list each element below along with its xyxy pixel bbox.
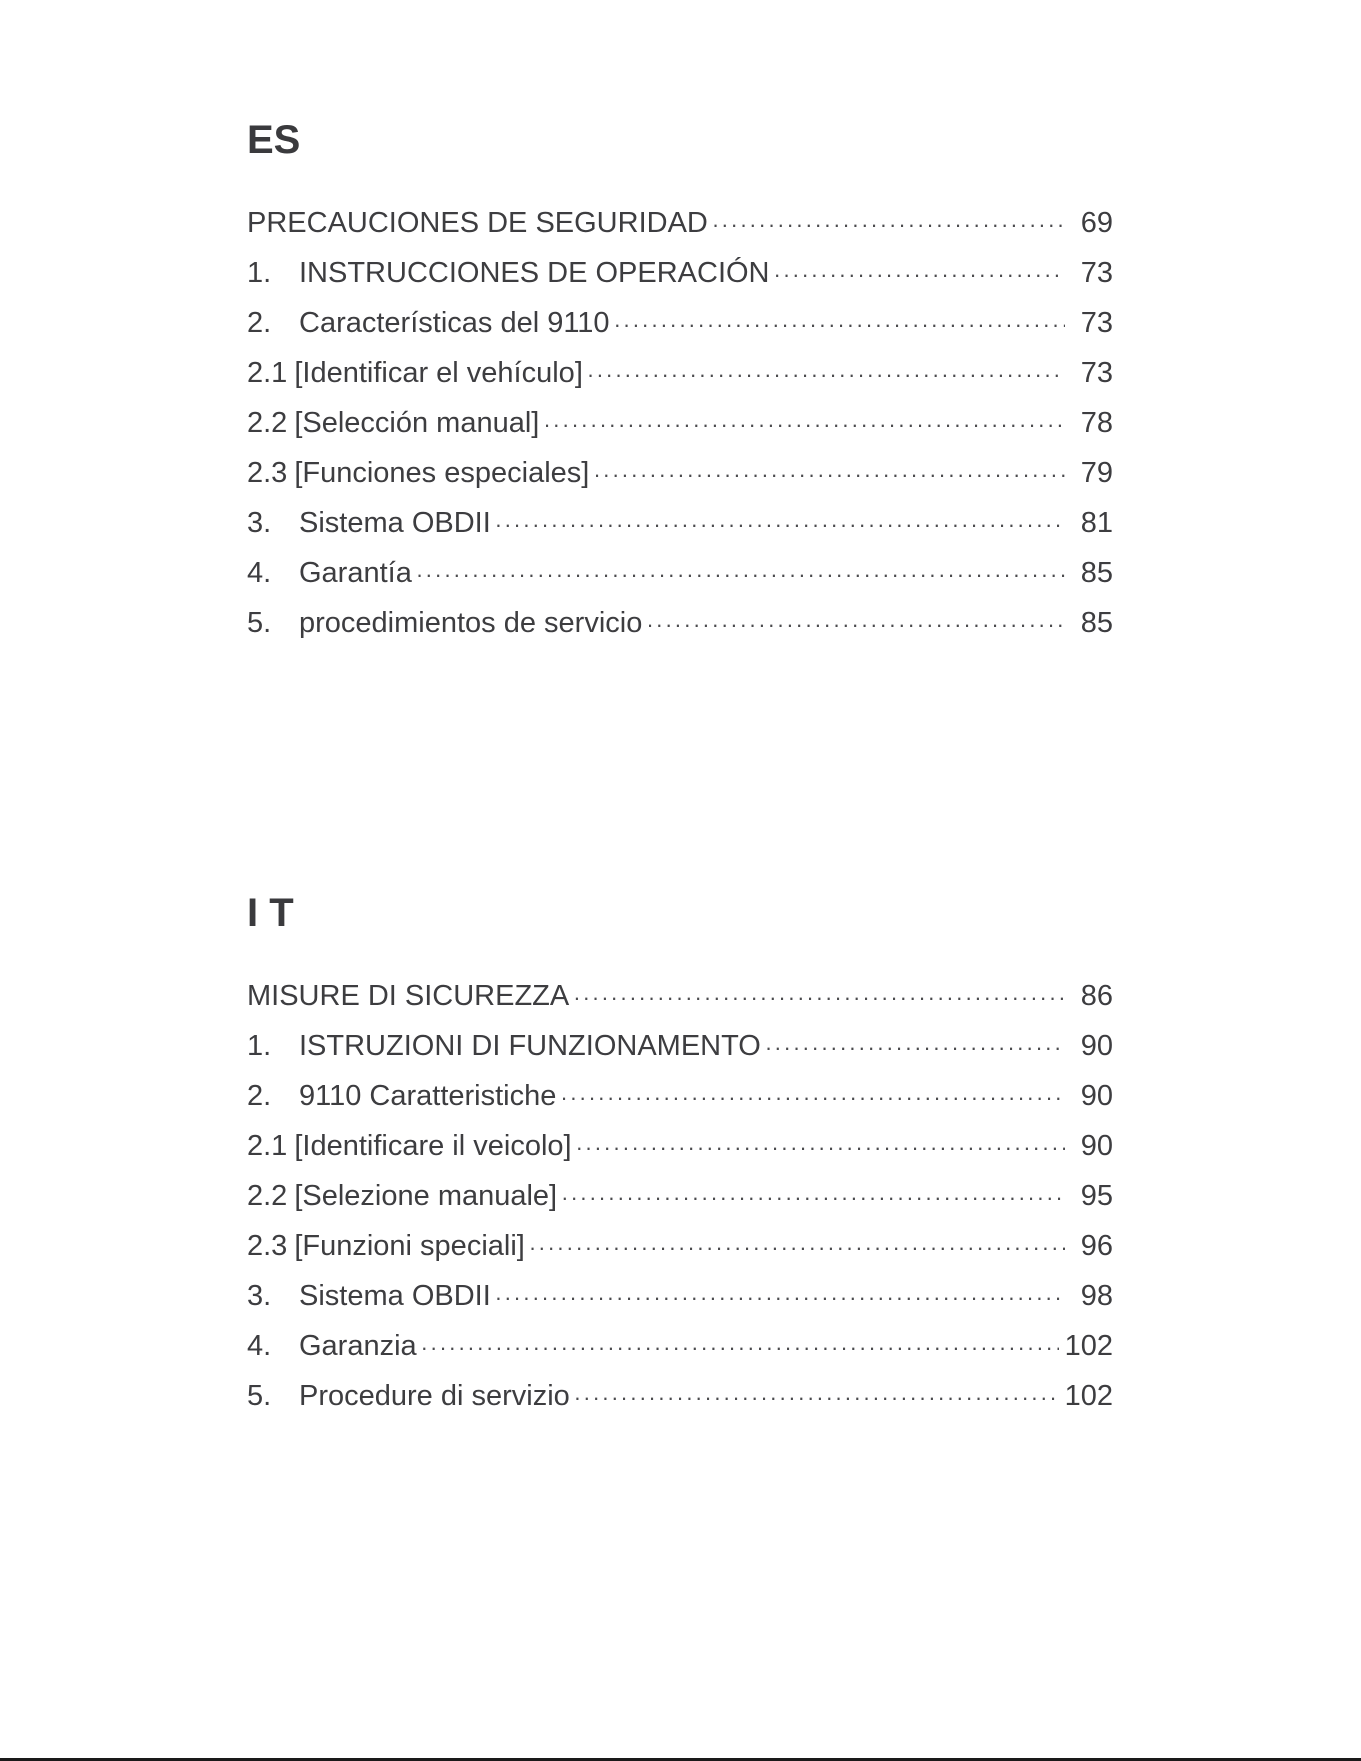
toc-entry-number: 2.3 (247, 457, 288, 489)
toc-entry-title: ISTRUZIONI DI FUNZIONAMENTO (299, 1030, 761, 1062)
toc-entry-title: Sistema OBDII (299, 1280, 491, 1312)
toc-entry (247, 1071, 1113, 1121)
toc-entry (247, 198, 1113, 248)
toc-entry-page: 102 (1064, 1380, 1113, 1412)
toc-entry (247, 1121, 1113, 1171)
toc-entry-page: 81 (1080, 507, 1113, 539)
toc-entry-number: 2.3 (247, 1230, 288, 1262)
toc-entry-page: 73 (1080, 357, 1113, 389)
dot-leader (529, 1223, 1065, 1273)
toc-entry (247, 298, 1113, 348)
section-heading-es: ES (247, 118, 301, 162)
toc-entry (247, 1171, 1113, 1221)
dot-leader (587, 350, 1065, 400)
toc-entry (247, 1271, 1113, 1321)
dot-leader (495, 500, 1065, 550)
toc-entry (247, 448, 1113, 498)
toc-entry-page: 85 (1080, 607, 1113, 639)
dot-leader (614, 300, 1065, 350)
toc-entry-number: 2. (247, 307, 272, 339)
toc-entry-number: 1. (247, 1030, 272, 1062)
toc-entry-number: 5. (247, 1380, 272, 1412)
toc-entry-page: 78 (1080, 407, 1113, 439)
toc-entry-title: INSTRUCCIONES DE OPERACIÓN (299, 257, 770, 289)
toc-entry-title: [Identificare il veicolo] (294, 1130, 572, 1162)
toc-entry-page: 90 (1080, 1030, 1113, 1062)
dot-leader (574, 1373, 1059, 1423)
toc-entry-number: 2.2 (247, 407, 288, 439)
section-heading-it: I T (247, 891, 294, 935)
toc-entry (247, 598, 1113, 648)
toc-entry-title: [Selección manual] (294, 407, 540, 439)
toc-entry-number: 2. (247, 1080, 272, 1112)
toc-entry-page: 90 (1080, 1080, 1113, 1112)
dot-leader (421, 1323, 1059, 1373)
toc-entry-number: 2.1 (247, 357, 288, 389)
toc-entry-title: [Identificar el vehículo] (294, 357, 583, 389)
toc-entry-page: 95 (1080, 1180, 1113, 1212)
dot-leader (593, 450, 1065, 500)
toc-entry (247, 1021, 1113, 1071)
toc-entry-number: 4. (247, 557, 272, 589)
dot-leader (576, 1123, 1065, 1173)
toc-entry-title: 9110 Caratteristiche (299, 1080, 557, 1112)
toc-entry-title: Procedure di servizio (299, 1380, 570, 1412)
toc-list-it (247, 971, 1113, 1421)
toc-entry-page: 86 (1080, 980, 1113, 1012)
toc-entry-title: [Funciones especiales] (294, 457, 590, 489)
toc-entry (247, 248, 1113, 298)
toc-entry-page: 79 (1080, 457, 1113, 489)
toc-entry-title: Garanzia (299, 1330, 417, 1362)
toc-entry (247, 971, 1113, 1021)
dot-leader (495, 1273, 1065, 1323)
toc-entry-page: 102 (1064, 1330, 1113, 1362)
toc-entry-page: 90 (1080, 1130, 1113, 1162)
toc-entry-title: [Funzioni speciali] (294, 1230, 525, 1262)
dot-leader (646, 600, 1065, 650)
dot-leader (560, 1073, 1065, 1123)
toc-entry-page: 73 (1080, 257, 1113, 289)
toc-entry-title: Sistema OBDII (299, 507, 491, 539)
dot-leader (765, 1023, 1065, 1073)
toc-section-it (247, 889, 1113, 1421)
toc-entry-page: 69 (1080, 207, 1113, 239)
toc-entry-number: 3. (247, 1280, 272, 1312)
dot-leader (573, 973, 1065, 1023)
toc-entry (247, 348, 1113, 398)
toc-entry (247, 1371, 1113, 1421)
toc-entry (247, 398, 1113, 448)
toc-entry (247, 1221, 1113, 1271)
toc-entry-page: 96 (1080, 1230, 1113, 1262)
toc-list-es (247, 198, 1113, 648)
toc-entry (247, 498, 1113, 548)
toc-entry-number: 2.2 (247, 1180, 288, 1212)
toc-entry-number: 5. (247, 607, 272, 639)
toc-entry-title: procedimientos de servicio (299, 607, 643, 639)
dot-leader (774, 250, 1066, 300)
toc-entry-title: [Selezione manuale] (294, 1180, 558, 1212)
dot-leader (416, 550, 1065, 600)
toc-entry-number: 3. (247, 507, 272, 539)
toc-entry-number: 4. (247, 1330, 272, 1362)
toc-entry-page: 73 (1080, 307, 1113, 339)
toc-entry-number: 1. (247, 257, 272, 289)
dot-leader (543, 400, 1065, 450)
toc-entry-number: 2.1 (247, 1130, 288, 1162)
toc-section-es (247, 116, 1113, 648)
toc-entry-title: MISURE DI SICUREZZA (247, 980, 570, 1012)
toc-entry (247, 1321, 1113, 1371)
toc-entry-title: PRECAUCIONES DE SEGURIDAD (247, 207, 708, 239)
toc-entry-page: 98 (1080, 1280, 1113, 1312)
toc-entry-title: Garantía (299, 557, 412, 589)
dot-leader (712, 200, 1065, 250)
toc-entry-page: 85 (1080, 557, 1113, 589)
dot-leader (561, 1173, 1065, 1223)
toc-entry (247, 548, 1113, 598)
toc-entry-title: Características del 9110 (299, 307, 610, 339)
